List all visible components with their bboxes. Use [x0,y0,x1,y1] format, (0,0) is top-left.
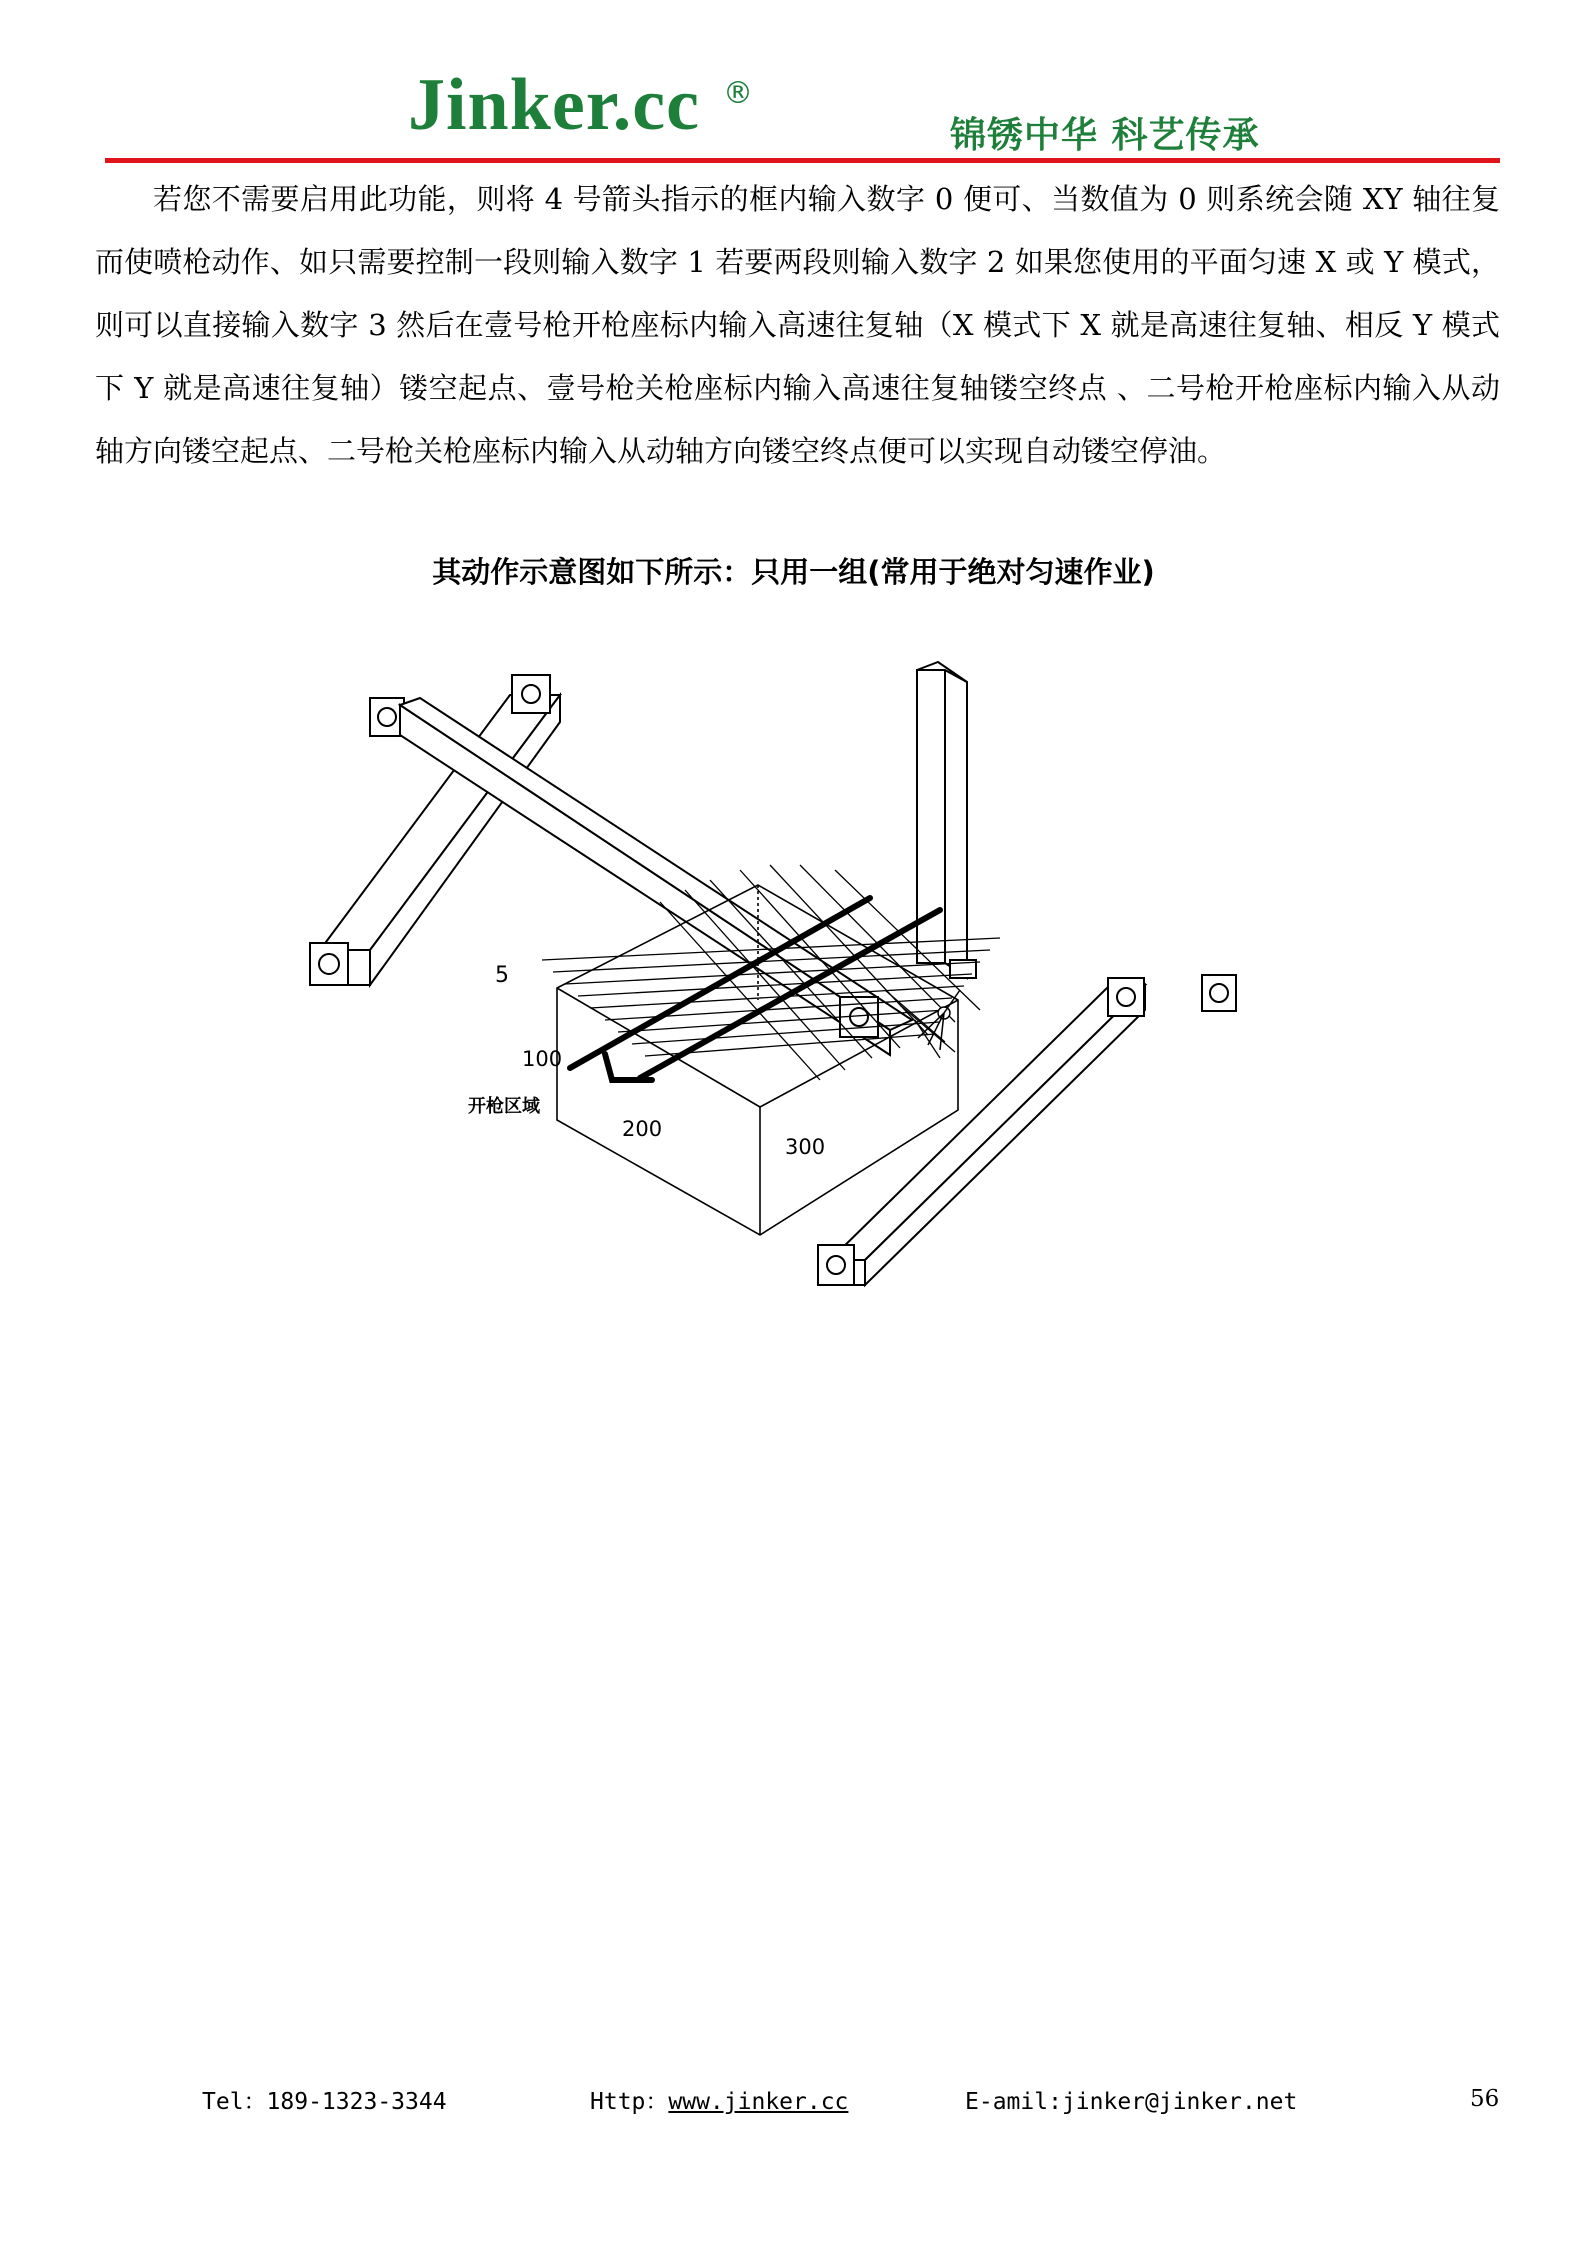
label-spray-zone: 开枪区域 [468,1096,540,1117]
footer-email [965,2086,1297,2118]
label-100: 100 [522,1047,563,1071]
figure-caption: 其动作示意图如下所示：只用一组(常用于绝对匀速作业) [432,555,1155,589]
label-200: 200 [622,1117,663,1141]
email-label: E-amil: [965,2089,1062,2115]
body-paragraph: 若您不需要启用此功能，则将 4 号箭头指示的框内输入数字 0 便可、当数值为 0 则系统会随 XY 轴往复而使喷枪动作、如只需要控制一段则输入数字 1 若要两段则输入数字 2 如果您使用的平面匀速 X 或 Y 模式，则可以直接输入数字 3 然后在壹号枪开枪座标内输入高速往复轴（X 模式下 X 就是高速往复轴、相反 Y 模式下 Y 就是高速往复轴）镂空起点、壹号枪关枪座标内输入高速往复轴镂空终点 、二号枪开枪座标内输入从动轴方向镂空起点、二号枪关枪座标内输入从动轴方向镂空终点便可以实现自动镂空停油。 [95,182,1500,468]
brand-logo: Jinker.cc [408,64,700,146]
email-value: jinker@jinker.net [1061,2089,1298,2115]
brand-slogan: 锦锈中华 科艺传承 [950,115,1260,156]
back-crossbeam [400,698,912,1055]
gantry-spray-diagram [300,660,1350,1300]
registered-mark: ® [723,76,753,111]
header-rule [105,158,1500,163]
tel-value: 189-1323-3344 [266,2089,447,2115]
label-5: 5 [495,963,509,988]
http-label: Http： [590,2089,669,2115]
website-link[interactable]: www.jinker.cc [668,2089,849,2115]
tel-label: Tel： [202,2089,267,2115]
vertical-mast [917,662,976,978]
footer-http [590,2086,848,2118]
page-number: 56 [1470,2086,1500,2112]
label-300: 300 [785,1135,826,1159]
footer-tel [202,2086,447,2118]
